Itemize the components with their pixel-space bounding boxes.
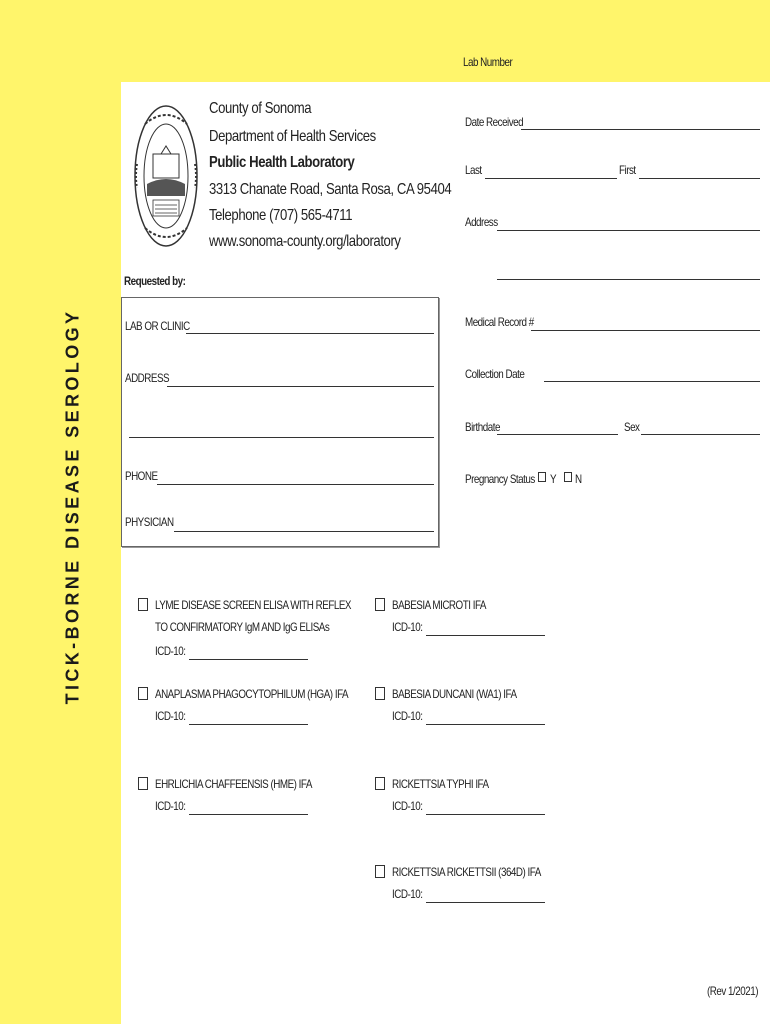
test-label: EHRLICHIA CHAFFEENSIS (HME) IFA xyxy=(155,777,312,791)
top-color-band xyxy=(0,0,770,82)
requester-address-label: ADDRESS xyxy=(125,371,170,385)
icd-field[interactable] xyxy=(189,814,308,815)
lab-website: www.sonoma-county.org/laboratory xyxy=(209,233,401,250)
babesia-microti-checkbox[interactable] xyxy=(375,598,385,611)
requester-address-field[interactable] xyxy=(167,386,434,387)
birthdate-field[interactable] xyxy=(497,434,618,435)
pregnancy-no-checkbox[interactable] xyxy=(564,472,572,482)
patient-address-label: Address xyxy=(465,215,498,229)
icd-field[interactable] xyxy=(426,724,545,725)
medical-record-field[interactable] xyxy=(531,330,760,331)
form-side-title: TICK-BORNE DISEASE SEROLOGY xyxy=(62,308,83,705)
ehrlichia-checkbox[interactable] xyxy=(138,777,148,790)
sex-label: Sex xyxy=(624,420,640,434)
lab-telephone: Telephone (707) 565-4711 xyxy=(209,207,353,224)
test-label: RICKETTSIA RICKETTSII (364D) IFA xyxy=(392,865,541,879)
collection-date-label: Collection Date xyxy=(465,367,525,381)
lyme-elisa-checkbox[interactable] xyxy=(138,598,148,611)
anaplasma-checkbox[interactable] xyxy=(138,687,148,700)
lab-address: 3313 Chanate Road, Santa Rosa, CA 95404 xyxy=(209,181,452,198)
last-name-field[interactable] xyxy=(485,178,617,179)
rickettsia-rickettsii-checkbox[interactable] xyxy=(375,865,385,878)
icd-field[interactable] xyxy=(426,902,545,903)
icd-field[interactable] xyxy=(189,724,308,725)
physician-field[interactable] xyxy=(174,531,434,532)
babesia-duncani-checkbox[interactable] xyxy=(375,687,385,700)
lab-name: Public Health Laboratory xyxy=(209,154,355,171)
rickettsia-typhi-checkbox[interactable] xyxy=(375,777,385,790)
icd-label: ICD-10: xyxy=(392,887,423,901)
test-label: BABESIA MICROTI IFA xyxy=(392,598,487,612)
medical-record-label: Medical Record # xyxy=(465,315,534,329)
date-received-field[interactable] xyxy=(521,129,760,130)
requested-by-label: Requested by: xyxy=(124,274,186,288)
last-name-label: Last xyxy=(465,163,482,177)
icd-field[interactable] xyxy=(426,635,545,636)
requester-address-field-2[interactable] xyxy=(129,437,434,438)
county-name: County of Sonoma xyxy=(209,100,312,117)
icd-label: ICD-10: xyxy=(155,644,186,658)
lab-or-clinic-field[interactable] xyxy=(186,333,434,334)
test-label: LYME DISEASE SCREEN ELISA WITH REFLEX xyxy=(155,598,351,612)
pregnancy-yes-checkbox[interactable] xyxy=(538,472,546,482)
county-seal-icon xyxy=(133,104,199,248)
birthdate-label: Birthdate xyxy=(465,420,500,434)
test-label-line2: TO CONFIRMATORY IgM AND IgG ELISAs xyxy=(155,620,330,634)
icd-field[interactable] xyxy=(426,814,545,815)
test-label: BABESIA DUNCANI (WA1) IFA xyxy=(392,687,517,701)
pregnancy-status-label: Pregnancy Status xyxy=(465,472,535,486)
icd-field[interactable] xyxy=(189,659,308,660)
icd-label: ICD-10: xyxy=(155,799,186,813)
revision-label: (Rev 1/2021) xyxy=(707,984,758,998)
physician-label: PHYSICIAN xyxy=(125,515,174,529)
date-received-label: Date Received xyxy=(465,115,524,129)
left-color-band xyxy=(0,0,121,1024)
test-label: RICKETTSIA TYPHI IFA xyxy=(392,777,489,791)
first-name-label: First xyxy=(619,163,636,177)
patient-address-field[interactable] xyxy=(497,230,760,231)
patient-address-field-2[interactable] xyxy=(497,279,760,280)
department-name: Department of Health Services xyxy=(209,128,376,145)
icd-label: ICD-10: xyxy=(392,620,423,634)
pregnancy-no-label: N xyxy=(575,472,582,486)
phone-label: PHONE xyxy=(125,469,158,483)
icd-label: ICD-10: xyxy=(392,709,423,723)
icd-label: ICD-10: xyxy=(392,799,423,813)
requester-box xyxy=(121,297,439,547)
phone-field[interactable] xyxy=(157,484,434,485)
sex-field[interactable] xyxy=(641,434,760,435)
lab-number-label: Lab Number xyxy=(463,55,513,69)
first-name-field[interactable] xyxy=(639,178,760,179)
collection-date-field[interactable] xyxy=(544,381,760,382)
icd-label: ICD-10: xyxy=(155,709,186,723)
test-label: ANAPLASMA PHAGOCYTOPHILUM (HGA) IFA xyxy=(155,687,349,701)
pregnancy-yes-label: Y xyxy=(550,472,557,486)
lab-or-clinic-label: LAB OR CLINIC xyxy=(125,319,190,333)
